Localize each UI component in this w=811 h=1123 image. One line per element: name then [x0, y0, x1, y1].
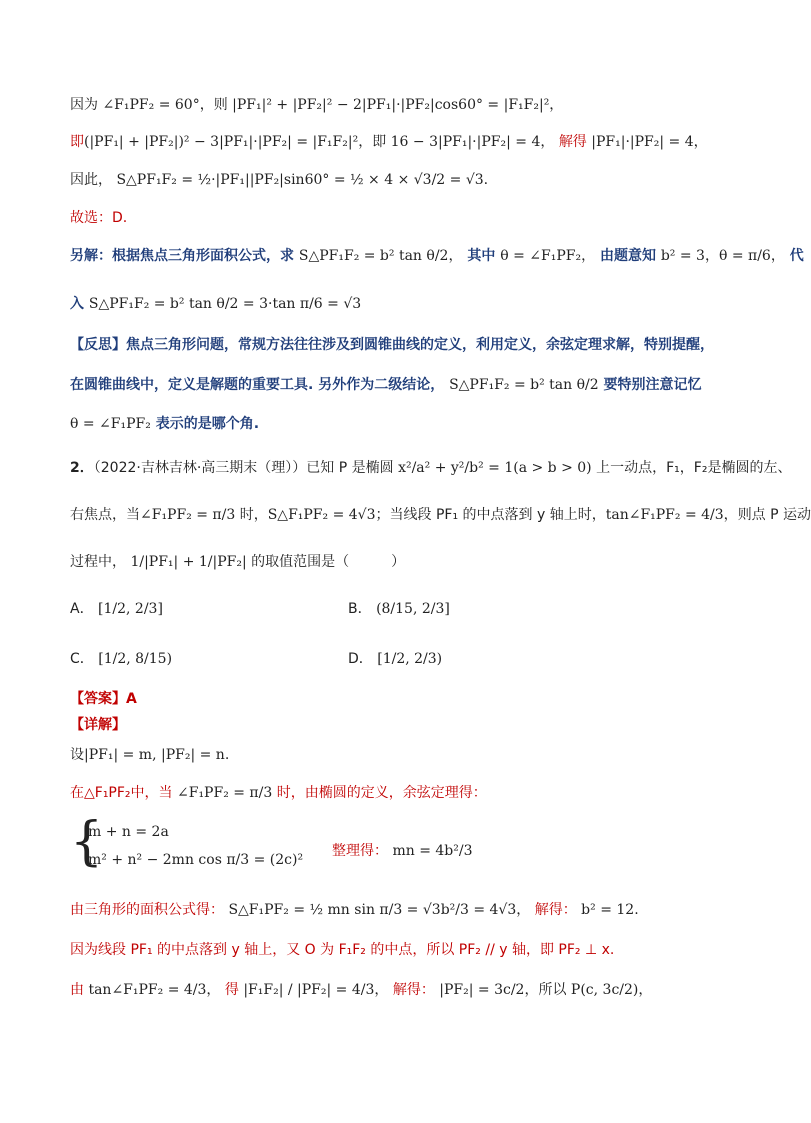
formula: b² = 3，θ = π/6， — [660, 248, 785, 264]
text: 故选：D. — [70, 210, 128, 226]
option-d-value: [1/2, 2/3) — [377, 651, 443, 667]
text: 表示的是哪个角. — [155, 416, 260, 432]
choice-line — [70, 208, 724, 228]
text: 右焦点，当 — [70, 507, 140, 523]
formula: |PF₂| = 3c/2，所以 P(c, 3c/2)， — [439, 982, 653, 998]
text: 的取值范围是（ ） — [251, 554, 406, 570]
option-b[interactable] — [348, 598, 450, 618]
text: 上一动点，F₁，F₂是椭圆的左、 — [596, 460, 792, 476]
text: 因为 — [70, 97, 98, 113]
solution-line-2 — [70, 132, 724, 152]
text: 解得： — [534, 902, 577, 918]
formula: x²/a² + y²/b² = 1(a > b > 0) — [398, 460, 592, 476]
question-2-line-1 — [70, 458, 792, 478]
formula: S△PF₁F₂ = ½·|PF₁||PF₂|sin60° = ½ × 4 × √3/2 = √3. — [116, 172, 489, 188]
alt-solution-line-1 — [70, 246, 804, 266]
text: 解得： — [392, 982, 435, 998]
reflection-line-2 — [70, 375, 724, 395]
question-number: 2． — [70, 460, 94, 476]
text: 因为线段 PF₁ 的中点落到 y 轴上，又 O 为 F₁F₂ 的中点，所以 PF₂ // y 轴，即 PF₂ ⊥ x. — [70, 942, 615, 958]
text: 焦点三角形问题，常规方法往往涉及到圆锥曲线的定义，利用定义，余弦定理求解，特别提醒， — [126, 337, 714, 353]
text: 由 — [70, 982, 84, 998]
text: 其中 — [467, 248, 496, 264]
formula: ∠F₁PF₂ = 60°，则 |PF₁|² + |PF₂|² − 2|PF₁|·|PF₂|cos60° = |F₁F₂|²， — [102, 97, 564, 113]
formula: ∠F₁PF₂ = π/3 — [177, 785, 273, 801]
reflection-line-3 — [70, 414, 724, 434]
detail-line-2 — [70, 783, 724, 803]
text: 则点 P 运动 — [737, 507, 811, 523]
solution-line-1 — [70, 95, 724, 115]
text: 时，由椭圆的定义，余弦定理得： — [276, 785, 487, 801]
formula: S△F₁PF₂ = ½ mn sin π/3 = √3b²/3 = 4√3， — [228, 902, 531, 918]
option-b-label: B． — [348, 601, 372, 617]
text: 入 — [70, 296, 84, 312]
option-d[interactable] — [348, 648, 442, 668]
answer: 【答案】A — [70, 691, 137, 707]
formula: tan∠F₁PF₂ = 4/3， — [605, 507, 738, 523]
formula: |PF₁| = m, |PF₂| = n. — [84, 747, 230, 763]
option-a[interactable] — [70, 598, 163, 618]
text: 已知 P 是椭圆 — [306, 460, 394, 476]
text: 在圆锥曲线中，定义是解题的重要工具. 另外作为二级结论， — [70, 377, 445, 393]
formula: |F₁F₂| / |PF₂| = 4/3， — [243, 982, 389, 998]
detail-line-1 — [70, 745, 724, 765]
text: 设 — [70, 747, 84, 763]
formula: mn = 4b²/3 — [392, 843, 473, 859]
reflection-tag: 【反思】 — [70, 337, 126, 353]
equation-2: m² + n² − 2mn cos π/3 = (2c)² — [88, 852, 304, 868]
option-c[interactable] — [70, 648, 172, 668]
text: 解得 — [558, 134, 587, 150]
text: 要特别注意记忆 — [603, 377, 702, 393]
formula: 1/|PF₁| + 1/|PF₂| — [130, 554, 247, 570]
option-c-value: [1/2, 8/15) — [98, 651, 173, 667]
text: 由三角形的面积公式得： — [70, 902, 224, 918]
formula: tan∠F₁PF₂ = 4/3， — [88, 982, 221, 998]
equation-1: m + n = 2a — [88, 824, 169, 840]
option-a-label: A． — [70, 601, 94, 617]
formula: S△PF₁F₂ = b² tan θ/2 = 3·tan π/6 = √3 — [88, 296, 362, 312]
text: 过程中， — [70, 554, 126, 570]
question-2-line-3 — [70, 552, 724, 572]
detail-line-3 — [70, 900, 724, 920]
option-c-label: C． — [70, 651, 94, 667]
option-a-value: [1/2, 2/3] — [98, 601, 163, 617]
text: 在△F₁PF₂中，当 — [70, 785, 173, 801]
text: 整理得： — [332, 843, 388, 859]
solution-line-3 — [70, 170, 724, 190]
question-source: （2022·吉林吉林·高三期末（理）） — [93, 460, 307, 476]
text: 因此， — [70, 172, 112, 188]
formula: θ = ∠F₁PF₂， — [500, 248, 596, 264]
text: 当线段 PF₁ 的中点落到 y 轴上时， — [389, 507, 606, 523]
text: 另解：根据焦点三角形面积公式，求 — [70, 248, 294, 264]
formula: θ = ∠F₁PF₂ — [70, 416, 151, 432]
reflection-line-1 — [70, 335, 724, 355]
formula: S△PF₁F₂ = b² tan θ/2， — [298, 248, 463, 264]
text: 得 — [224, 982, 239, 998]
formula: ∠F₁PF₂ = π/3 时，S△F₁PF₂ = 4√3； — [140, 507, 390, 523]
formula: S△PF₁F₂ = b² tan θ/2 — [449, 377, 599, 393]
option-b-value: (8/15, 2/3] — [376, 601, 450, 617]
text: 即 — [70, 134, 84, 150]
detail-line-4 — [70, 940, 724, 960]
text: 由题意知 — [599, 248, 656, 264]
formula: b² = 12. — [581, 902, 639, 918]
brace: { — [70, 812, 104, 872]
detail-line-5 — [70, 980, 724, 1000]
equation-system — [70, 812, 720, 878]
detail: 【详解】 — [70, 717, 126, 733]
alt-solution-line-2 — [70, 294, 724, 314]
text: 代 — [789, 248, 804, 264]
question-2-line-2 — [70, 505, 811, 525]
formula: |PF₁|·|PF₂| = 4， — [591, 134, 708, 150]
formula: (|PF₁| + |PF₂|)² − 3|PF₁|·|PF₂| = |F₁F₂|²，即 16 − 3|PF₁|·|PF₂| = 4， — [84, 134, 555, 150]
option-d-label: D． — [348, 651, 373, 667]
answer-line — [70, 689, 724, 709]
detail-heading — [70, 715, 724, 735]
